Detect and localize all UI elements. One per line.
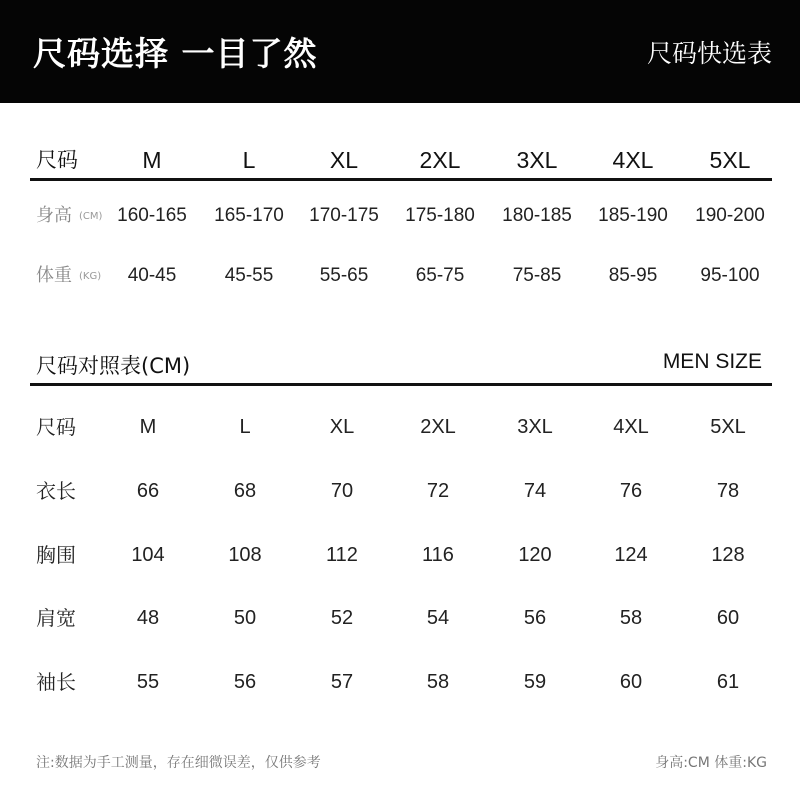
quick-size-header-row-cell: L xyxy=(242,147,256,173)
chart-row-1-cell: 128 xyxy=(711,544,745,566)
chart-row-0-cell: 72 xyxy=(426,480,450,502)
chart-row-3-cell: 57 xyxy=(330,671,354,693)
header-banner xyxy=(0,0,800,103)
quick-row-1-cell: 40-45 xyxy=(127,265,177,286)
chart-row-2-cell: 50 xyxy=(233,607,257,629)
quick-size-header-row-cell: 5XL xyxy=(709,147,751,173)
quick-size-header-row-cell: 2XL xyxy=(419,147,461,173)
chart-row-2-cell: 58 xyxy=(619,607,643,629)
quick-row-1-cell: 65-75 xyxy=(415,265,465,286)
unit-legend: 身高:CM 体重:KG xyxy=(655,755,767,771)
chart-row-1 xyxy=(0,535,800,575)
chart-size-header-row-label: 尺码 xyxy=(36,415,76,439)
chart-row-0-cell: 66 xyxy=(136,480,160,502)
measurement-note: 注:数据为手工测量，存在细微误差，仅供参考 xyxy=(36,755,321,771)
chart-row-0-cell: 74 xyxy=(523,480,547,502)
chart-size-header-row-cell: XL xyxy=(329,416,355,438)
chart-row-0 xyxy=(0,471,800,511)
chart-row-3 xyxy=(0,662,800,702)
chart-size-header-row-cell: M xyxy=(139,416,157,438)
size-chart-title: 尺码对照表(CM) xyxy=(36,354,191,378)
chart-row-3-cell: 55 xyxy=(136,671,160,693)
quick-row-0-cell: 180-185 xyxy=(502,205,572,226)
quick-row-0-cell: 170-175 xyxy=(309,205,379,226)
chart-row-1-cell: 112 xyxy=(326,544,358,566)
chart-row-2-cell: 60 xyxy=(716,607,740,629)
chart-row-2-cell: 52 xyxy=(330,607,354,629)
page-title: 尺码选择 一目了然 xyxy=(33,34,318,73)
chart-size-header-row-cell: 3XL xyxy=(517,416,553,438)
chart-row-3-cell: 60 xyxy=(619,671,643,693)
chart-row-1-label: 胸围 xyxy=(36,543,76,567)
quick-row-1-cell: 55-65 xyxy=(319,265,369,286)
quick-row-1-label: 体重 xyxy=(36,265,72,286)
quick-row-1-unit: (KG) xyxy=(79,271,102,282)
chart-row-1-cell: 124 xyxy=(614,544,648,566)
quick-size-header-row xyxy=(0,140,800,180)
chart-row-0-cell: 68 xyxy=(233,480,257,502)
quick-row-1-cell: 85-95 xyxy=(608,265,658,286)
quick-row-1-cell: 45-55 xyxy=(224,265,274,286)
chart-row-2-label: 肩宽 xyxy=(36,606,76,630)
quick-size-header-row-cell: 3XL xyxy=(516,147,558,173)
chart-size-header-row-cell: 5XL xyxy=(710,416,746,438)
chart-row-1-cell: 116 xyxy=(422,544,454,566)
chart-row-1-cell: 108 xyxy=(228,544,262,566)
chart-row-1-cell: 104 xyxy=(131,544,165,566)
quick-row-0-unit: (CM) xyxy=(79,211,103,222)
chart-size-header-row-cell: L xyxy=(239,416,251,438)
chart-row-2 xyxy=(0,598,800,638)
quick-row-1-cell: 95-100 xyxy=(700,265,760,286)
chart-row-0-cell: 76 xyxy=(619,480,643,502)
quick-size-header-row-cell: M xyxy=(142,147,162,173)
size-chart-divider xyxy=(30,383,772,386)
chart-row-3-cell: 61 xyxy=(716,671,740,693)
chart-row-3-cell: 59 xyxy=(523,671,547,693)
chart-row-0-label: 衣长 xyxy=(36,479,76,503)
chart-row-3-cell: 58 xyxy=(426,671,450,693)
chart-row-2-cell: 54 xyxy=(426,607,450,629)
quick-row-0-cell: 175-180 xyxy=(405,205,475,226)
quick-table-divider xyxy=(30,178,772,181)
chart-row-3-label: 袖长 xyxy=(36,670,76,694)
chart-size-header-row-cell: 2XL xyxy=(420,416,456,438)
chart-row-0-cell: 78 xyxy=(716,480,740,502)
page-subtitle: 尺码快选表 xyxy=(646,39,772,68)
chart-size-header-row xyxy=(0,407,800,447)
chart-row-2-cell: 48 xyxy=(136,607,160,629)
quick-row-0-cell: 190-200 xyxy=(695,205,765,226)
chart-row-2-cell: 56 xyxy=(523,607,547,629)
quick-size-header-row-label: 尺码 xyxy=(36,148,78,172)
quick-row-1 xyxy=(0,256,800,296)
quick-row-0-cell: 160-165 xyxy=(117,205,187,226)
quick-size-header-row-cell: XL xyxy=(329,147,359,173)
chart-size-header-row-cell: 4XL xyxy=(613,416,649,438)
quick-size-header-row-cell: 4XL xyxy=(612,147,654,173)
quick-row-0 xyxy=(0,196,800,236)
chart-row-1-cell: 120 xyxy=(518,544,552,566)
quick-row-0-cell: 165-170 xyxy=(214,205,284,226)
quick-row-0-label: 身高 xyxy=(36,205,72,226)
chart-row-3-cell: 56 xyxy=(233,671,257,693)
chart-row-0-cell: 70 xyxy=(330,480,354,502)
quick-row-0-cell: 185-190 xyxy=(598,205,668,226)
men-size-label: MEN SIZE xyxy=(662,350,762,373)
quick-row-1-cell: 75-85 xyxy=(512,265,562,286)
